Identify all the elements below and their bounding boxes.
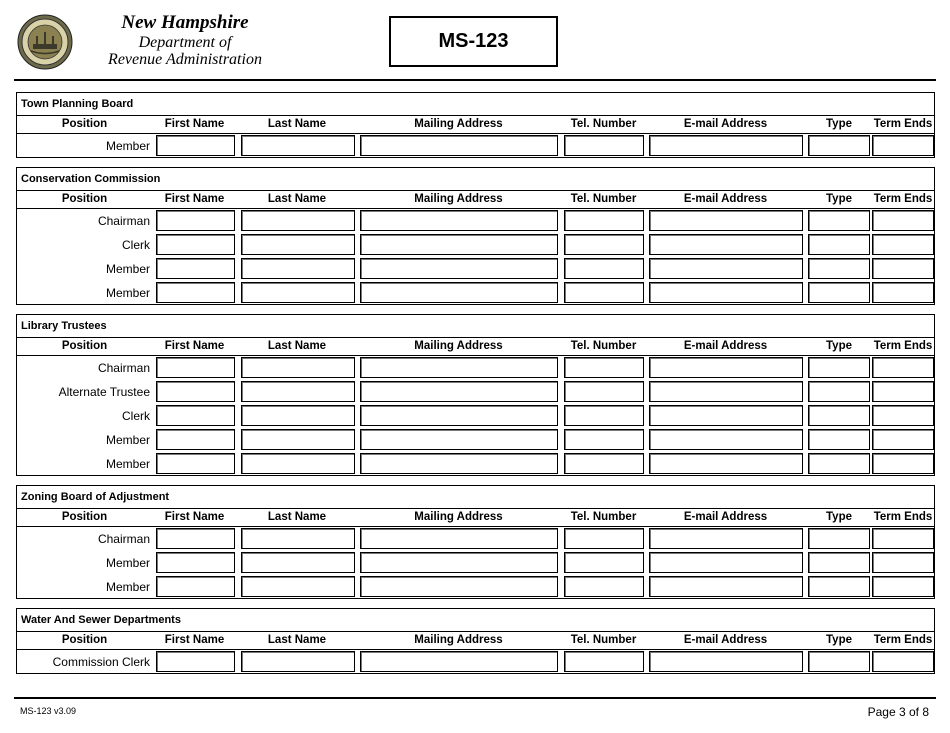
last-name-input[interactable] <box>241 381 355 402</box>
tel-number-input[interactable] <box>564 528 644 549</box>
type-input[interactable] <box>808 381 870 402</box>
mailing-address-input[interactable] <box>360 135 558 156</box>
tel-number-input[interactable] <box>564 651 644 672</box>
section-title: Conservation Commission <box>17 168 934 191</box>
column-header: Term Ends <box>873 118 933 130</box>
email-address-input[interactable] <box>649 429 803 450</box>
first-name-input[interactable] <box>156 453 235 474</box>
first-name-input[interactable] <box>156 381 235 402</box>
last-name-input[interactable] <box>241 429 355 450</box>
mailing-address-input[interactable] <box>360 258 558 279</box>
column-header: Last Name <box>267 118 327 130</box>
position-label: Member <box>105 556 150 570</box>
section-title: Library Trustees <box>17 315 934 338</box>
column-header: Mailing Address <box>414 634 503 646</box>
column-header: Last Name <box>267 340 327 352</box>
column-header: Mailing Address <box>414 511 503 523</box>
email-address-input[interactable] <box>649 135 803 156</box>
member-row <box>17 209 934 233</box>
position-label: Member <box>105 286 150 300</box>
column-header: E-mail Address <box>683 193 768 205</box>
last-name-input[interactable] <box>241 282 355 303</box>
term-ends-input[interactable] <box>872 651 934 672</box>
member-row <box>17 452 934 476</box>
tel-number-input[interactable] <box>564 405 644 426</box>
column-header: Term Ends <box>873 511 933 523</box>
email-address-input[interactable] <box>649 210 803 231</box>
section-title: Town Planning Board <box>17 93 934 116</box>
type-input[interactable] <box>808 552 870 573</box>
section-3 <box>16 485 935 599</box>
column-header: First Name <box>164 118 225 130</box>
email-address-input[interactable] <box>649 258 803 279</box>
member-row <box>17 257 934 281</box>
last-name-input[interactable] <box>241 258 355 279</box>
position-label: Clerk <box>121 409 150 423</box>
last-name-input[interactable] <box>241 357 355 378</box>
tel-number-input[interactable] <box>564 429 644 450</box>
section-title: Zoning Board of Adjustment <box>17 486 934 509</box>
email-address-input[interactable] <box>649 528 803 549</box>
email-address-input[interactable] <box>649 381 803 402</box>
term-ends-input[interactable] <box>872 258 934 279</box>
tel-number-input[interactable] <box>564 258 644 279</box>
first-name-input[interactable] <box>156 234 235 255</box>
first-name-input[interactable] <box>156 576 235 597</box>
tel-number-input[interactable] <box>564 135 644 156</box>
column-header: Mailing Address <box>414 193 503 205</box>
first-name-input[interactable] <box>156 429 235 450</box>
column-header: Position <box>61 118 108 130</box>
type-input[interactable] <box>808 528 870 549</box>
email-address-input[interactable] <box>649 552 803 573</box>
mailing-address-input[interactable] <box>360 210 558 231</box>
position-label: Chairman <box>97 532 150 546</box>
tel-number-input[interactable] <box>564 234 644 255</box>
first-name-input[interactable] <box>156 528 235 549</box>
column-header: Mailing Address <box>414 340 503 352</box>
column-header: Tel. Number <box>570 340 637 352</box>
section-4 <box>16 608 935 674</box>
column-header: E-mail Address <box>683 118 768 130</box>
member-row <box>17 650 934 674</box>
section-0 <box>16 92 935 158</box>
position-label: Member <box>105 433 150 447</box>
department-line-1: Department of <box>138 34 232 51</box>
mailing-address-input[interactable] <box>360 429 558 450</box>
column-header: Tel. Number <box>570 193 637 205</box>
position-label: Clerk <box>121 238 150 252</box>
tel-number-input[interactable] <box>564 210 644 231</box>
last-name-input[interactable] <box>241 576 355 597</box>
last-name-input[interactable] <box>241 405 355 426</box>
type-input[interactable] <box>808 576 870 597</box>
first-name-input[interactable] <box>156 405 235 426</box>
column-header: Term Ends <box>873 340 933 352</box>
first-name-input[interactable] <box>156 552 235 573</box>
last-name-input[interactable] <box>241 528 355 549</box>
mailing-address-input[interactable] <box>360 576 558 597</box>
form-id-box <box>389 16 558 67</box>
form-id: MS-123 <box>438 30 509 52</box>
mailing-address-input[interactable] <box>360 528 558 549</box>
mailing-address-input[interactable] <box>360 381 558 402</box>
position-label: Chairman <box>97 361 150 375</box>
column-header: Tel. Number <box>570 511 637 523</box>
email-address-input[interactable] <box>649 453 803 474</box>
tel-number-input[interactable] <box>564 576 644 597</box>
email-address-input[interactable] <box>649 234 803 255</box>
email-address-input[interactable] <box>649 405 803 426</box>
department-name <box>95 12 275 68</box>
tel-number-input[interactable] <box>564 381 644 402</box>
mailing-address-input[interactable] <box>360 282 558 303</box>
column-header: Type <box>826 193 852 205</box>
member-row <box>17 356 934 380</box>
email-address-input[interactable] <box>649 282 803 303</box>
type-input[interactable] <box>808 357 870 378</box>
mailing-address-input[interactable] <box>360 405 558 426</box>
first-name-input[interactable] <box>156 282 235 303</box>
email-address-input[interactable] <box>649 576 803 597</box>
term-ends-input[interactable] <box>872 552 934 573</box>
column-header: Position <box>61 634 108 646</box>
member-row <box>17 551 934 575</box>
column-header: Tel. Number <box>570 634 637 646</box>
type-input[interactable] <box>808 429 870 450</box>
term-ends-input[interactable] <box>872 528 934 549</box>
position-label: Chairman <box>97 214 150 228</box>
column-header: First Name <box>164 511 225 523</box>
type-input[interactable] <box>808 282 870 303</box>
state-seal-icon <box>17 14 73 70</box>
column-header: First Name <box>164 634 225 646</box>
mailing-address-input[interactable] <box>360 357 558 378</box>
column-header: Mailing Address <box>414 118 503 130</box>
column-header: First Name <box>164 340 225 352</box>
last-name-input[interactable] <box>241 210 355 231</box>
column-header: Type <box>826 634 852 646</box>
member-row <box>17 404 934 428</box>
section-title: Water And Sewer Departments <box>17 609 934 632</box>
member-row <box>17 575 934 599</box>
last-name-input[interactable] <box>241 453 355 474</box>
tel-number-input[interactable] <box>564 357 644 378</box>
tel-number-input[interactable] <box>564 453 644 474</box>
term-ends-input[interactable] <box>872 210 934 231</box>
column-header: Type <box>826 511 852 523</box>
member-row <box>17 134 934 158</box>
last-name-input[interactable] <box>241 234 355 255</box>
column-header: Tel. Number <box>570 118 637 130</box>
position-label: Member <box>105 580 150 594</box>
member-row <box>17 233 934 257</box>
member-row <box>17 281 934 305</box>
term-ends-input[interactable] <box>872 135 934 156</box>
type-input[interactable] <box>808 210 870 231</box>
tel-number-input[interactable] <box>564 282 644 303</box>
column-header: Position <box>61 511 108 523</box>
term-ends-input[interactable] <box>872 357 934 378</box>
tel-number-input[interactable] <box>564 552 644 573</box>
mailing-address-input[interactable] <box>360 234 558 255</box>
column-header: E-mail Address <box>683 511 768 523</box>
term-ends-input[interactable] <box>872 234 934 255</box>
type-input[interactable] <box>808 135 870 156</box>
column-header: Position <box>61 193 108 205</box>
term-ends-input[interactable] <box>872 453 934 474</box>
mailing-address-input[interactable] <box>360 453 558 474</box>
position-label: Member <box>105 457 150 471</box>
first-name-input[interactable] <box>156 357 235 378</box>
term-ends-input[interactable] <box>872 405 934 426</box>
first-name-input[interactable] <box>156 651 235 672</box>
email-address-input[interactable] <box>649 651 803 672</box>
state-name: New Hampshire <box>121 12 249 33</box>
term-ends-input[interactable] <box>872 381 934 402</box>
mailing-address-input[interactable] <box>360 552 558 573</box>
first-name-input[interactable] <box>156 210 235 231</box>
last-name-input[interactable] <box>241 651 355 672</box>
term-ends-input[interactable] <box>872 282 934 303</box>
column-header: Position <box>61 340 108 352</box>
section-1 <box>16 167 935 305</box>
member-row <box>17 527 934 551</box>
member-row <box>17 428 934 452</box>
column-header: Last Name <box>267 634 327 646</box>
type-input[interactable] <box>808 453 870 474</box>
section-2 <box>16 314 935 476</box>
column-header: Type <box>826 118 852 130</box>
column-header: Last Name <box>267 511 327 523</box>
header-divider <box>14 79 936 81</box>
first-name-input[interactable] <box>156 258 235 279</box>
term-ends-input[interactable] <box>872 429 934 450</box>
position-label: Alternate Trustee <box>58 385 150 399</box>
footer-divider <box>14 697 936 699</box>
column-header: Term Ends <box>873 193 933 205</box>
last-name-input[interactable] <box>241 135 355 156</box>
department-line-2: Revenue Administration <box>108 51 262 68</box>
page-number: Page 3 of 8 <box>867 705 929 719</box>
form-version: MS-123 v3.09 <box>20 706 77 716</box>
term-ends-input[interactable] <box>872 576 934 597</box>
mailing-address-input[interactable] <box>360 651 558 672</box>
first-name-input[interactable] <box>156 135 235 156</box>
type-input[interactable] <box>808 234 870 255</box>
column-header: E-mail Address <box>683 634 768 646</box>
position-label: Member <box>105 139 150 153</box>
type-input[interactable] <box>808 405 870 426</box>
member-row <box>17 380 934 404</box>
email-address-input[interactable] <box>649 357 803 378</box>
column-header: Term Ends <box>873 634 933 646</box>
column-header: Last Name <box>267 193 327 205</box>
column-header: Type <box>826 340 852 352</box>
position-label: Commission Clerk <box>52 655 150 669</box>
position-label: Member <box>105 262 150 276</box>
column-header: First Name <box>164 193 225 205</box>
last-name-input[interactable] <box>241 552 355 573</box>
column-header: E-mail Address <box>683 340 768 352</box>
type-input[interactable] <box>808 651 870 672</box>
type-input[interactable] <box>808 258 870 279</box>
